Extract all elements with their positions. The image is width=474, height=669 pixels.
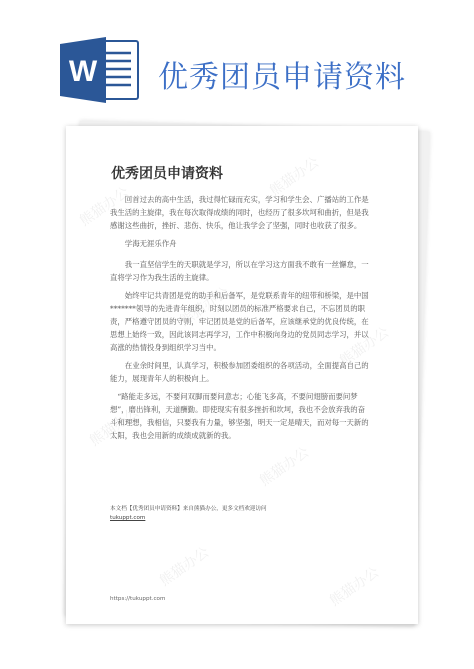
watermark: 熊猫办公 bbox=[157, 544, 213, 590]
section-subheading: 学海无涯乐作舟 bbox=[124, 239, 177, 248]
watermark: 熊猫办公 bbox=[77, 184, 133, 230]
watermark: 熊猫办公 bbox=[257, 444, 313, 490]
header-title: 优秀团员申请资料 bbox=[158, 60, 406, 95]
watermark: 熊猫办公 bbox=[267, 154, 323, 200]
source-line: 本文档【优秀团员申请资料】来自熊猫办公，更多文档欢迎访问 bbox=[110, 506, 267, 512]
paragraph-closing: “路能走多远，不要问双脚而要问意志；心能飞多高，不要问翅膀而要问梦想”，磨出锋利，天道酬勤。即使现实有很多挫折和坎坷，我也不会放弃我的奋斗和理想，我相信，只要我有力量，够坚强，明天一定是晴天，而对每一天新的太阳，我也会用新的成绩成就新的我。 bbox=[110, 392, 369, 440]
paragraph-activities: 在业余时间里，认真学习，积极参加团委组织的各项活动，全面提高自己的能力，展现青年人的积极向上。 bbox=[110, 361, 369, 383]
watermark: 熊猫办公 bbox=[87, 404, 143, 450]
document-body bbox=[110, 193, 372, 447]
watermark: 熊猫办公 bbox=[327, 564, 383, 610]
footer-url: https://tukuppt.com bbox=[110, 596, 166, 602]
page-header bbox=[0, 0, 474, 110]
paragraph-intro: 回首过去的高中生活，我过得忙碌而充实，学习和学生会、广播站的工作是我生活的主旋律，我在每次取得成绩的同时，也经历了很多坎坷和曲折，但是我感谢这些曲折，挫折、悲伤、快乐，他让我学会了坚强，同时也收获了很多。 bbox=[110, 195, 369, 230]
document-page bbox=[66, 126, 418, 624]
paragraph-study: 我一直坚信学生的天职就是学习，所以在学习这方面我不敢有一丝懈怠，一直将学习作为我生活的主旋律。 bbox=[110, 260, 369, 282]
watermark: 熊猫办公 bbox=[177, 284, 233, 330]
paragraph-league: 始终牢记共青团是党的助手和后备军，是党联系青年的纽带和桥梁，是中国*******领导的先进青年组织，时刻以团员的标准严格要求自己，不忘团员的职责，严格遵守团员的守则，牢记团员是党的后备军，应该继承党的优良传统，在思想上始终一致，因此该同志再学习，工作中积极向身边的党员同志学习，并以高涨的热情投身到组织学习当中。 bbox=[110, 291, 369, 352]
word-icon-letter: W bbox=[68, 55, 98, 88]
source-link[interactable]: tukuppt.com bbox=[110, 515, 146, 521]
word-doc-icon bbox=[58, 35, 142, 105]
watermark: 熊猫办公 bbox=[337, 324, 393, 370]
document-title: 优秀团员申请资料 bbox=[111, 166, 223, 182]
source-note bbox=[110, 505, 380, 523]
